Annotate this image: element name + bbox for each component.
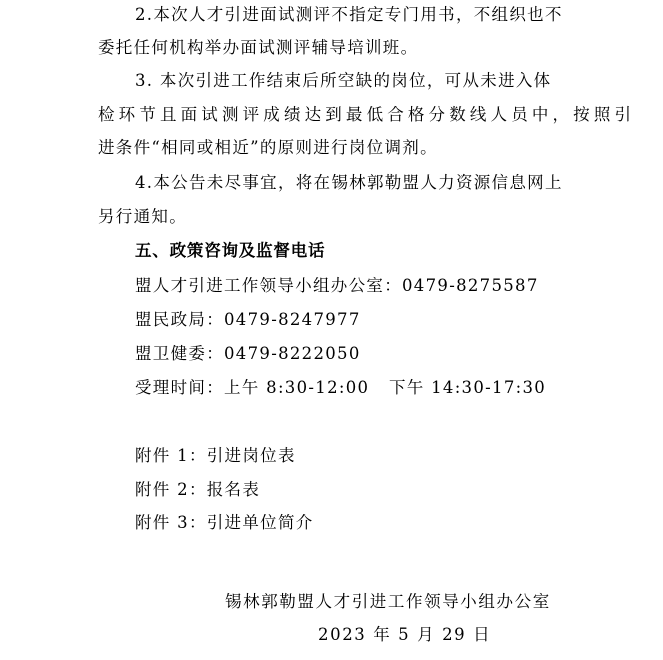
attachment-2: 附件 2：报名表 (135, 480, 261, 499)
paragraph-3-line-3: 进条件“相同或相近”的原则进行岗位调剂。 (98, 138, 438, 157)
paragraph-2-line-2: 委托任何机构举办面试测评辅导培训班。 (98, 38, 419, 57)
signature-date: 2023 年 5 月 29 日 (318, 625, 492, 644)
paragraph-4-line-2: 另行通知。 (98, 207, 187, 226)
health-commission-phone: 盟卫健委：0479-8222050 (135, 344, 361, 363)
office-hours: 受理时间：上午 8:30-12:00 下午 14:30-17:30 (135, 378, 547, 397)
attachment-1: 附件 1：引进岗位表 (135, 446, 296, 465)
section-5-heading: 五、政策咨询及监督电话 (135, 241, 326, 260)
paragraph-3-line-1: 3. 本次引进工作结束后所空缺的岗位，可从未进入体 (135, 71, 552, 90)
paragraph-2-line-1: 2.本次人才引进面试测评不指定专门用书，不组织也不 (135, 5, 563, 24)
civil-affairs-phone: 盟民政局：0479-8247977 (135, 310, 361, 329)
paragraph-3-line-2: 检环节且面试测评成绩达到最低合格分数线人员中，按照引 (98, 105, 631, 124)
attachment-3: 附件 3：引进单位简介 (135, 513, 314, 532)
signature-organization: 锡林郭勒盟人才引进工作领导小组办公室 (225, 592, 551, 611)
office-phone: 盟人才引进工作领导小组办公室：0479-8275587 (135, 276, 539, 295)
paragraph-4-line-1: 4.本公告未尽事宜，将在锡林郭勒盟人力资源信息网上 (135, 173, 563, 192)
